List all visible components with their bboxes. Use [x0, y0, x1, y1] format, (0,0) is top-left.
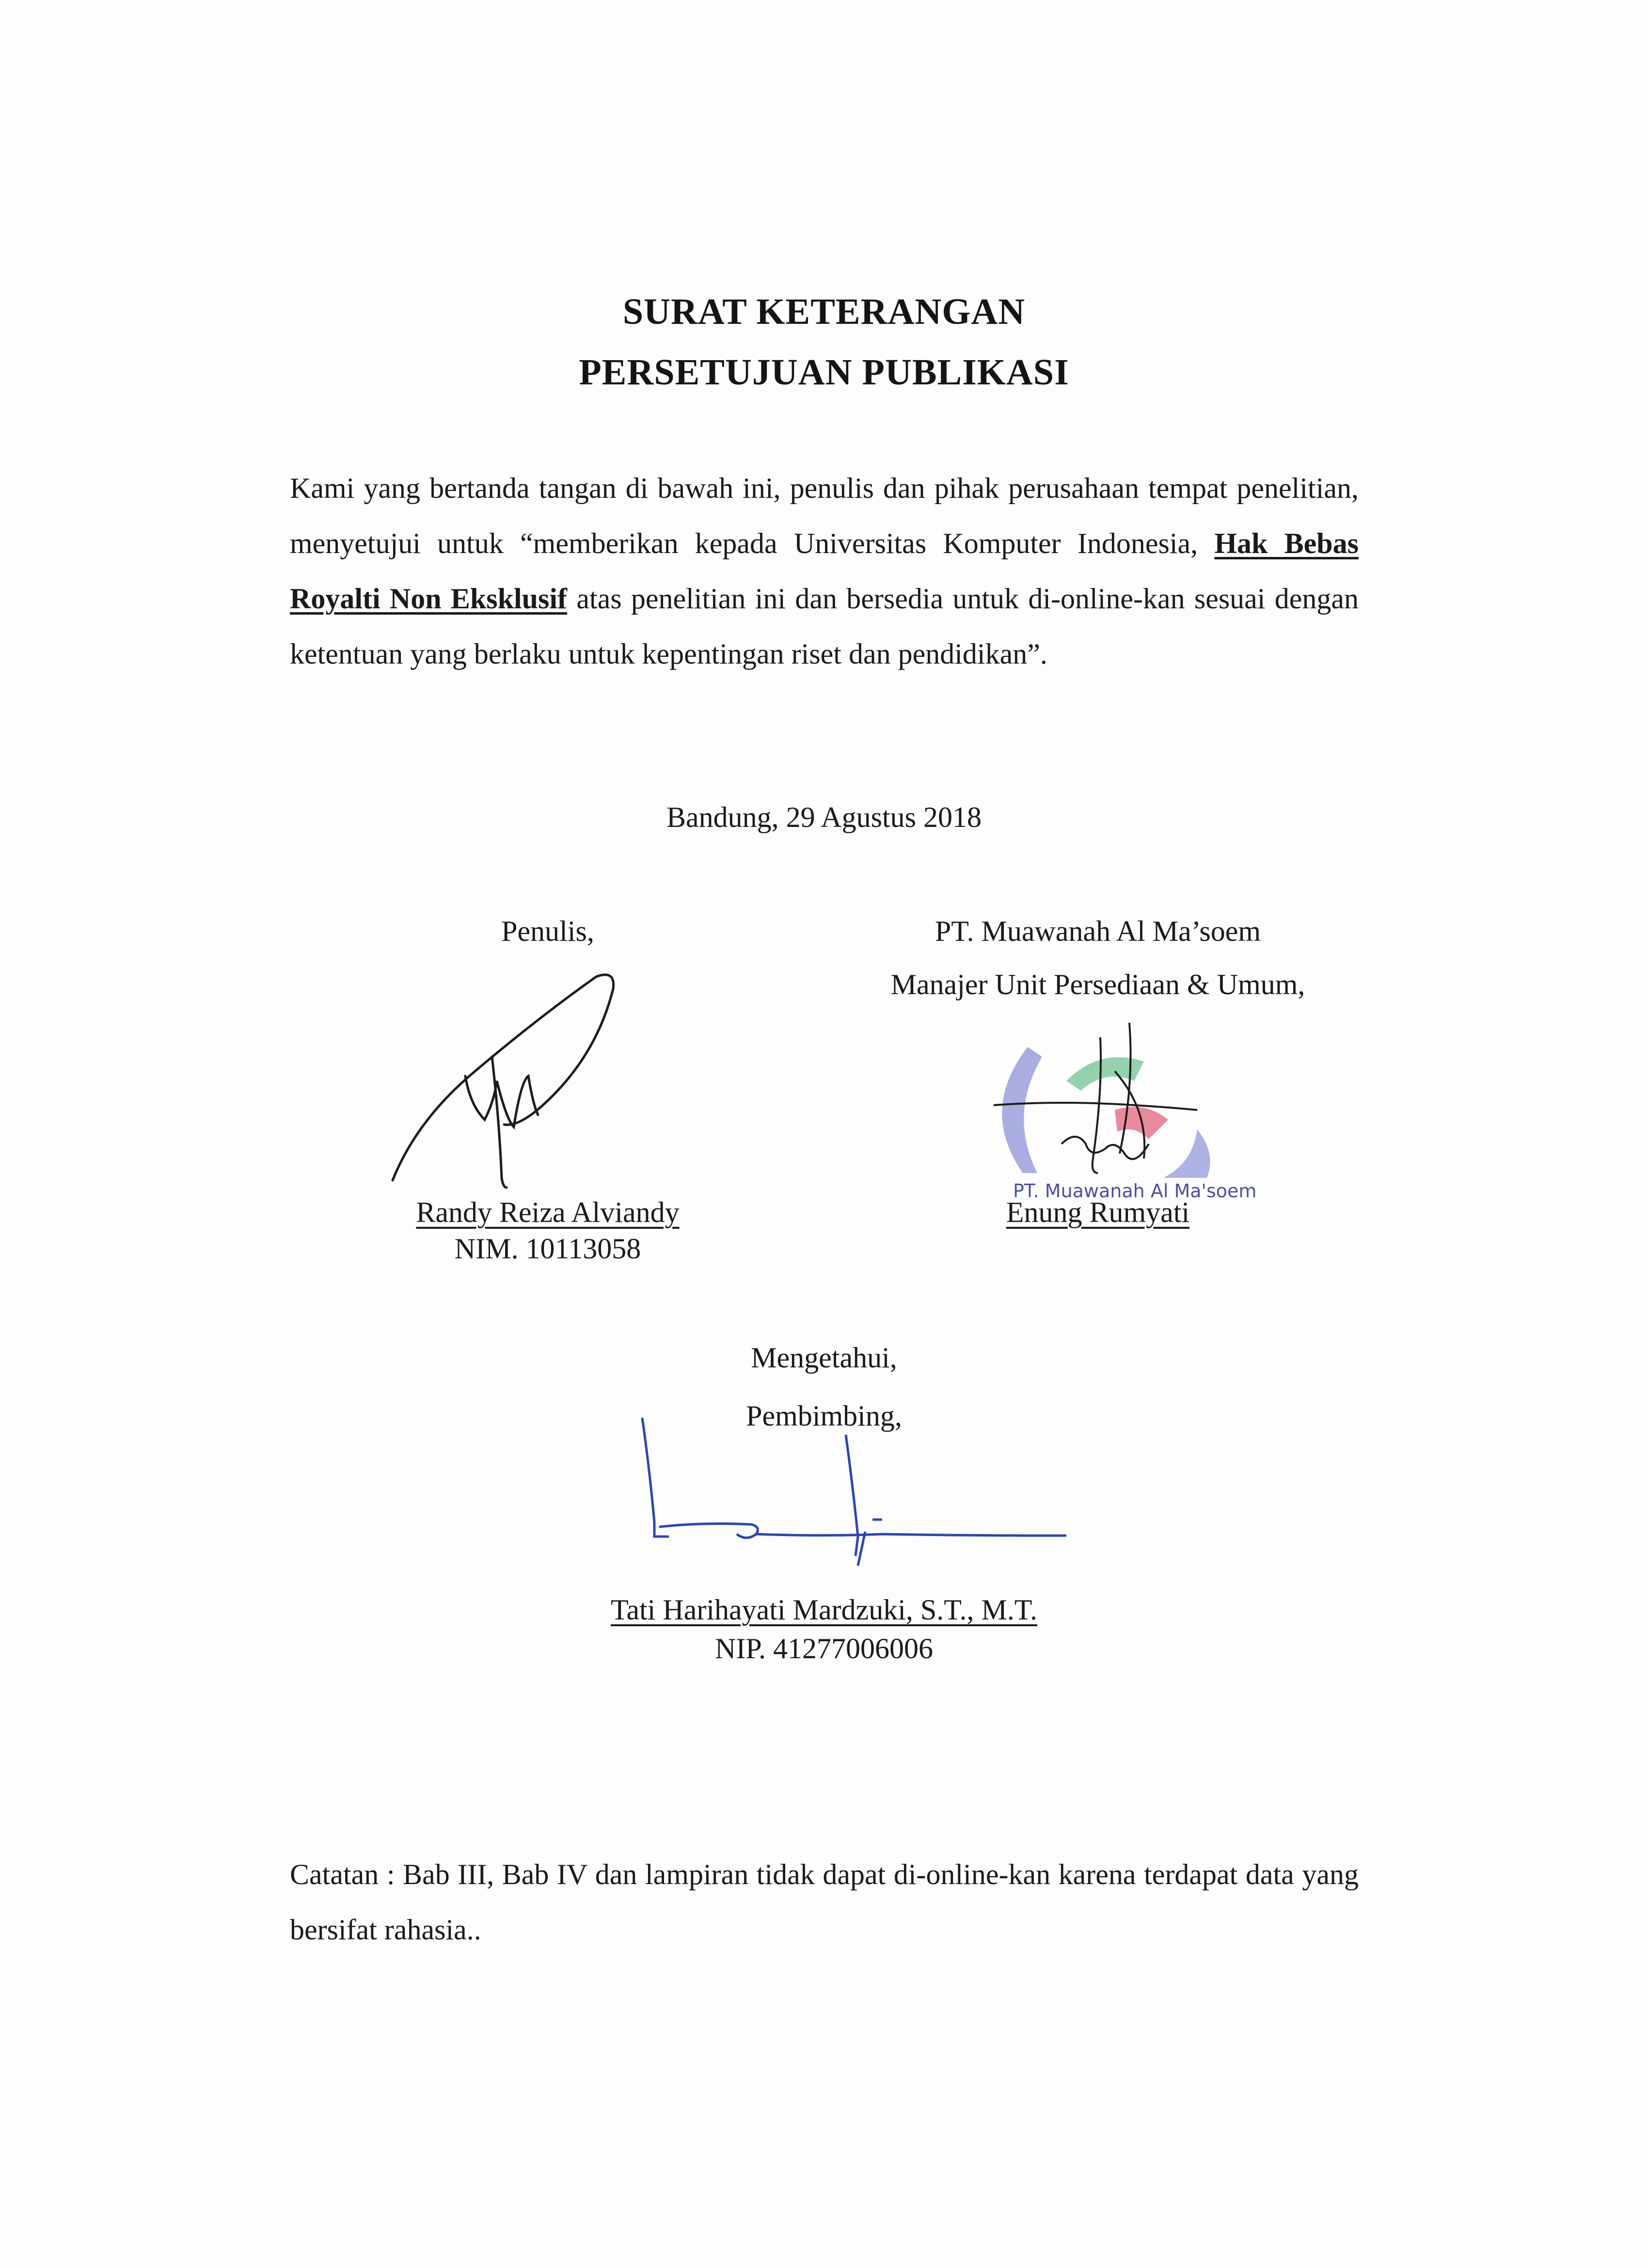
license-highlight: Hak Bebas Royalti Non Eksklusif: [290, 527, 1359, 615]
author-signature: [388, 960, 679, 1202]
advisor-role: Pembimbing,: [746, 1400, 902, 1432]
stamp-text: PT. Muawanah Al Ma'soem: [1013, 1180, 1257, 1202]
statement-text-before: Kami yang bertanda tangan di bawah ini, penulis dan pihak perusahaan tempat penelitian, menyetujui untuk “memberikan kepada Universitas Komputer Indonesia,: [290, 472, 1359, 559]
author-id: NIM. 10113058: [454, 1233, 641, 1265]
author-role: Penulis,: [501, 915, 594, 947]
notes-paragraph: Catatan : Bab III, Bab IV dan lampiran tidak dapat di-online-kan karena terdapat data yang bersifat rahasia..: [290, 1858, 1359, 1946]
statement-text-after: atas penelitian ini dan bersedia untuk di-online-kan sesuai dengan ketentuan yang berlaku untuk kepentingan riset dan pendidikan”.: [290, 583, 1359, 670]
place-date: Bandung, 29 Agustus 2018: [666, 801, 982, 833]
company-signature: [989, 1013, 1241, 1217]
advisor-name: Tati Harihayati Mardzuki, S.T., M.T.: [610, 1594, 1038, 1626]
author-name: Randy Reiza Alviandy: [416, 1196, 680, 1228]
advisor-signature: [630, 1411, 1091, 1585]
company-position: Manajer Unit Persediaan & Umum,: [890, 968, 1305, 1000]
statement-paragraph: [290, 460, 1359, 682]
advisor-id: NIP. 41277006006: [714, 1633, 934, 1665]
company-name: PT. Muawanah Al Ma’soem: [935, 915, 1261, 947]
acknowledge-label: Mengetahui,: [751, 1342, 897, 1374]
company-signer-name: Enung Rumyati: [1006, 1196, 1190, 1228]
document-title-line-2: PERSETUJUAN PUBLIKASI: [579, 352, 1069, 393]
document-title-line-1: SURAT KETERANGAN: [622, 291, 1026, 332]
